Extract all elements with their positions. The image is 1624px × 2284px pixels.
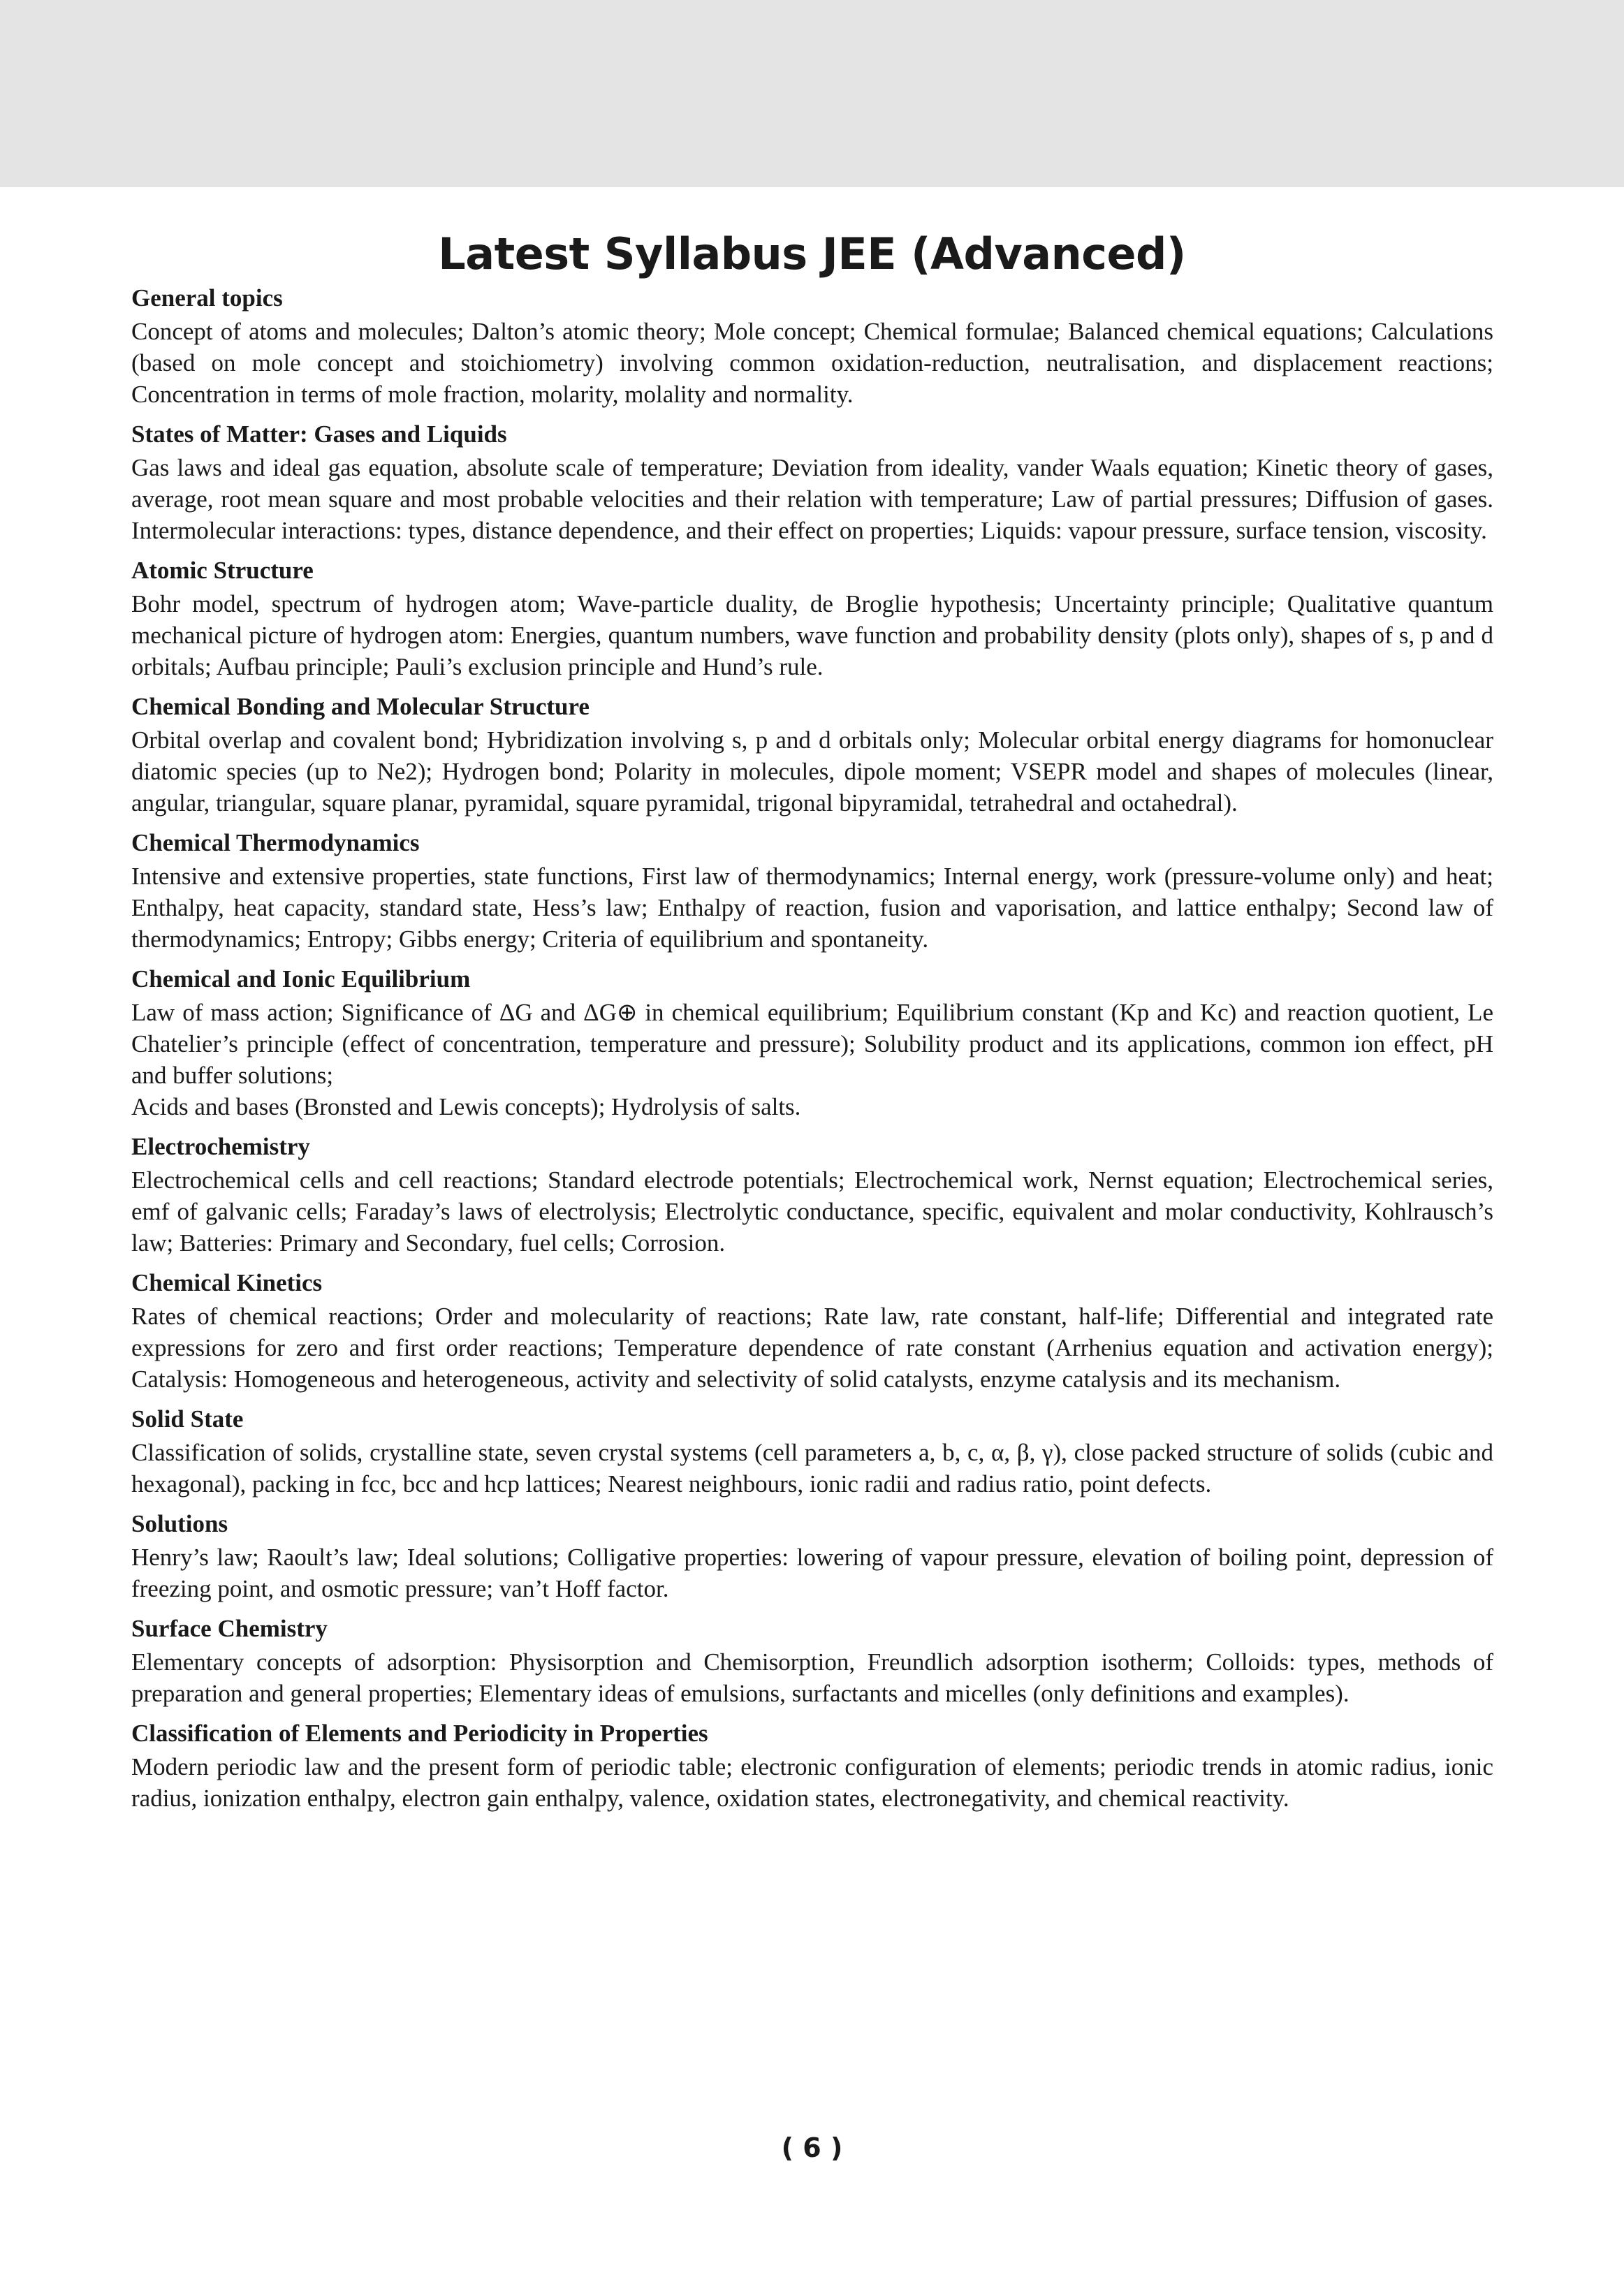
section-heading: Electrochemistry <box>131 1133 310 1160</box>
section-paragraph: Concept of atoms and molecules; Dalton’s atomic theory; Mole concept; Chemical formulae; Balanced chemical equations; Calculations (based on mole concept and stoichiometry) involving common oxidation-reduction, neutralisation, and displacement reactions; Concentration in terms of mole fraction, molarity, molality and normality. <box>131 318 1493 408</box>
section-heading: States of Matter: Gases and Liquids <box>131 420 507 448</box>
section-surface-chemistry <box>131 1611 1493 1709</box>
section-paragraph: Modern periodic law and the present form of periodic table; electronic configuration of elements; periodic trends in atomic radius, ionic radius, ionization enthalpy, electron gain enthalpy, valence, oxidation states, electronegativity, and chemical reactivity. <box>131 1753 1493 1812</box>
section-heading: Solid State <box>131 1405 244 1433</box>
header-band <box>0 0 1624 187</box>
section-heading: Chemical Kinetics <box>131 1269 323 1296</box>
section-solutions <box>131 1507 1493 1604</box>
section-paragraph: Electrochemical cells and cell reactions; Standard electrode potentials; Electrochemical work, Nernst equation; Electrochemical series, emf of galvanic cells; Faraday’s laws of electrolysis; Electrolytic conductance, specific, equivalent and molar conductivity, Kohlrausch’s law; Batteries: Primary and Secondary, fuel cells; Corrosion. <box>131 1166 1493 1257</box>
section-paragraph: Henry’s law; Raoult’s law; Ideal solutions; Colligative properties: lowering of vapour pressure, elevation of boiling point, depression of freezing point, and osmotic pressure; van’t Hoff factor. <box>131 1544 1493 1602</box>
page-title: Latest Syllabus JEE (Advanced) <box>438 228 1186 279</box>
section-paragraph: Elementary concepts of adsorption: Physisorption and Chemisorption, Freundlich adsorption isotherm; Colloids: types, methods of preparation and general properties; Elementary ideas of emulsions, surfactants and micelles (only definitions and examples). <box>131 1648 1493 1707</box>
section-chemical-ionic-equilibrium <box>131 962 1493 1122</box>
section-paragraph: Gas laws and ideal gas equation, absolute scale of temperature; Deviation from ideality, vander Waals equation; Kinetic theory of gases, average, root mean square and most probable velocities and their relation with temperature; Law of partial pressures; Diffusion of gases. Intermolecular interactions: types, distance dependence, and their effect on properties; Liquids: vapour pressure, surface tension, viscosity. <box>131 454 1493 544</box>
section-heading: Chemical Thermodynamics <box>131 829 420 856</box>
section-general-topics <box>131 281 1493 410</box>
section-heading: Chemical and Ionic Equilibrium <box>131 965 471 993</box>
syllabus-content <box>131 281 1493 1821</box>
section-heading: Chemical Bonding and Molecular Structure <box>131 693 590 720</box>
section-states-of-matter <box>131 417 1493 546</box>
section-paragraph: Law of mass action; Significance of ΔG and ΔG⊕ in chemical equilibrium; Equilibrium constant (Kp and Kc) and reaction quotient, Le Chatelier’s principle (effect of concentration, temperature and pressure); Solubility product and its applications, common ion effect, pH and buffer solutions; <box>131 999 1493 1089</box>
section-paragraph: Acids and bases (Bronsted and Lewis concepts); Hydrolysis of salts. <box>131 1093 801 1120</box>
section-paragraph: Rates of chemical reactions; Order and molecularity of reactions; Rate law, rate constant, half-life; Differential and integrated rate expressions for zero and first order reactions; Temperature dependence of rate constant (Arrhenius equation and activation energy); Catalysis: Homogeneous and heterogeneous, activity and selectivity of solid catalysts, enzyme catalysis and its mechanism. <box>131 1303 1493 1393</box>
section-heading: Classification of Elements and Periodicity in Properties <box>131 1720 708 1747</box>
section-heading: Surface Chemistry <box>131 1615 328 1642</box>
section-paragraph: Intensive and extensive properties, state functions, First law of thermodynamics; Internal energy, work (pressure-volume only) and heat; Enthalpy, heat capacity, standard state, Hess’s law; Enthalpy of reaction, fusion and vaporisation, and lattice enthalpy; Second law of thermodynamics; Entropy; Gibbs energy; Criteria of equilibrium and spontaneity. <box>131 863 1493 953</box>
section-paragraph: Orbital overlap and covalent bond; Hybridization involving s, p and d orbitals only; Molecular orbital energy diagrams for homonuclear diatomic species (up to Ne2); Hydrogen bond; Polarity in molecules, dipole moment; VSEPR model and shapes of molecules (linear, angular, triangular, square planar, pyramidal, square pyramidal, trigonal bipyramidal, tetrahedral and octahedral). <box>131 726 1493 817</box>
page-number: ( 6 ) <box>781 2132 843 2163</box>
section-periodicity <box>131 1716 1493 1814</box>
section-atomic-structure <box>131 553 1493 682</box>
section-solid-state <box>131 1402 1493 1500</box>
section-electrochemistry <box>131 1129 1493 1259</box>
section-heading: Atomic Structure <box>131 557 314 584</box>
section-heading: Solutions <box>131 1510 228 1537</box>
section-chemical-thermodynamics <box>131 826 1493 955</box>
section-heading: General topics <box>131 284 283 312</box>
section-paragraph: Bohr model, spectrum of hydrogen atom; Wave-particle duality, de Broglie hypothesis; Uncertainty principle; Qualitative quantum mechanical picture of hydrogen atom: Energies, quantum numbers, wave function and probability density (plots only), shapes of s, p and d orbitals; Aufbau principle; Pauli’s exclusion principle and Hund’s rule. <box>131 590 1493 680</box>
section-chemical-bonding <box>131 689 1493 819</box>
section-paragraph: Classification of solids, crystalline state, seven crystal systems (cell parameters a, b, c, α, β, γ), close packed structure of solids (cubic and hexagonal), packing in fcc, bcc and hcp lattices; Nearest neighbours, ionic radii and radius ratio, point defects. <box>131 1439 1493 1498</box>
section-chemical-kinetics <box>131 1266 1493 1395</box>
